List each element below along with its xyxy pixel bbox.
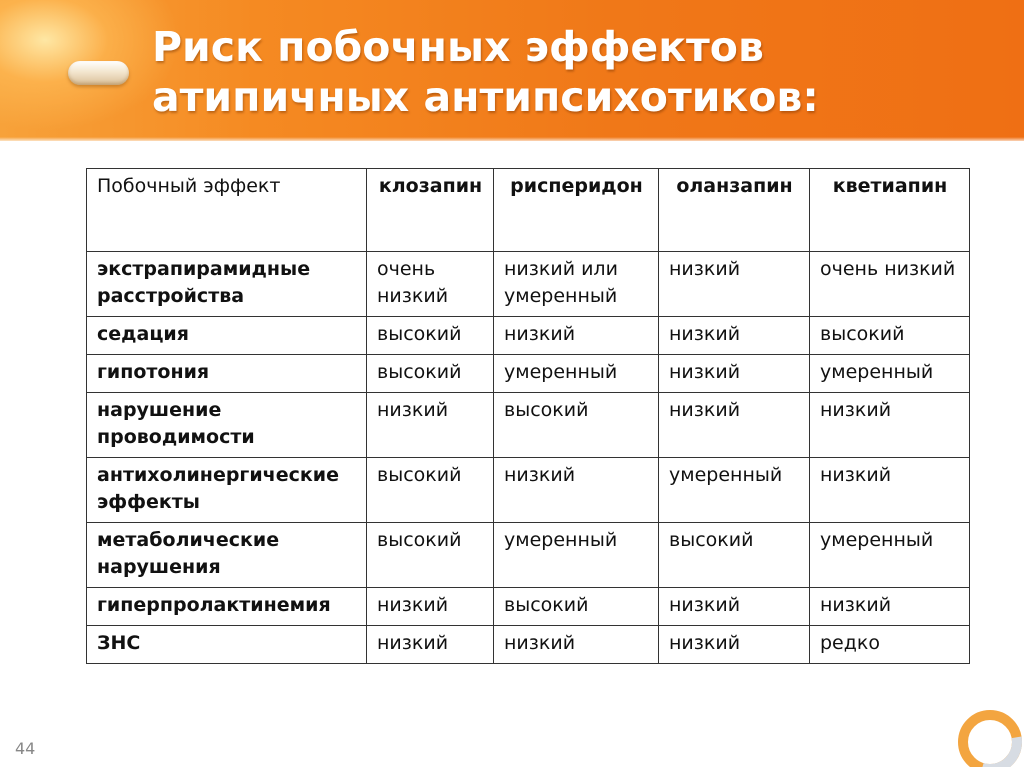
slide-title xyxy=(152,22,1012,122)
risk-cell: высокий xyxy=(367,355,494,393)
table-row xyxy=(87,317,970,355)
effect-cell: седация xyxy=(87,317,367,355)
header-cell-quetiapine: кветиапин xyxy=(810,169,970,252)
risk-cell: низкий xyxy=(659,355,810,393)
risk-cell: низкий или умеренный xyxy=(494,252,659,317)
risk-cell: низкий xyxy=(810,458,970,523)
risk-cell: высокий xyxy=(494,393,659,458)
risk-cell: низкий xyxy=(659,393,810,458)
table-row xyxy=(87,355,970,393)
table-row xyxy=(87,523,970,588)
effect-cell: ЗНС xyxy=(87,626,367,664)
effect-cell: нарушение проводимости xyxy=(87,393,367,458)
risk-cell: очень низкий xyxy=(367,252,494,317)
risk-cell: очень низкий xyxy=(810,252,970,317)
header-banner xyxy=(0,0,1024,141)
risk-cell: высокий xyxy=(367,523,494,588)
risk-cell: низкий xyxy=(494,317,659,355)
risk-cell: умеренный xyxy=(810,523,970,588)
risk-cell: умеренный xyxy=(810,355,970,393)
risk-cell: низкий xyxy=(494,458,659,523)
table-row xyxy=(87,252,970,317)
header-cell-olanzapine: оланзапин xyxy=(659,169,810,252)
capsule-icon xyxy=(68,61,129,85)
risk-cell: редко xyxy=(810,626,970,664)
table-row xyxy=(87,458,970,523)
effect-cell: метаболические нарушения xyxy=(87,523,367,588)
risk-cell: высокий xyxy=(659,523,810,588)
risk-cell: умеренный xyxy=(659,458,810,523)
header-cell-clozapine: клозапин xyxy=(367,169,494,252)
table-row xyxy=(87,393,970,458)
risk-cell: низкий xyxy=(659,588,810,626)
header-cell-risperidone: рисперидон xyxy=(494,169,659,252)
side-effects-table xyxy=(86,168,970,664)
slide-title-line-2: атипичных антипсихотиков: xyxy=(152,73,819,121)
page-number: 44 xyxy=(15,739,36,758)
risk-cell: умеренный xyxy=(494,523,659,588)
risk-cell: низкий xyxy=(810,588,970,626)
risk-cell: высокий xyxy=(810,317,970,355)
header-cell-side-effect: Побочный эффект xyxy=(87,169,367,252)
risk-cell: низкий xyxy=(367,393,494,458)
risk-cell: низкий xyxy=(659,626,810,664)
risk-cell: низкий xyxy=(810,393,970,458)
risk-cell: высокий xyxy=(367,317,494,355)
table-header-row xyxy=(87,169,970,252)
effect-cell: экстрапирамидные расстройства xyxy=(87,252,367,317)
slide-title-line-1: Риск побочных эффектов xyxy=(152,23,764,71)
table-row xyxy=(87,626,970,664)
risk-cell: низкий xyxy=(367,588,494,626)
table-row xyxy=(87,588,970,626)
effect-cell: антихолинергические эффекты xyxy=(87,458,367,523)
risk-cell: высокий xyxy=(494,588,659,626)
ring-logo-icon xyxy=(952,700,1024,767)
risk-cell: низкий xyxy=(367,626,494,664)
effect-cell: гипотония xyxy=(87,355,367,393)
risk-cell: умеренный xyxy=(494,355,659,393)
risk-cell: низкий xyxy=(659,317,810,355)
risk-cell: низкий xyxy=(659,252,810,317)
risk-cell: высокий xyxy=(367,458,494,523)
effect-cell: гиперпролактинемия xyxy=(87,588,367,626)
risk-cell: низкий xyxy=(494,626,659,664)
